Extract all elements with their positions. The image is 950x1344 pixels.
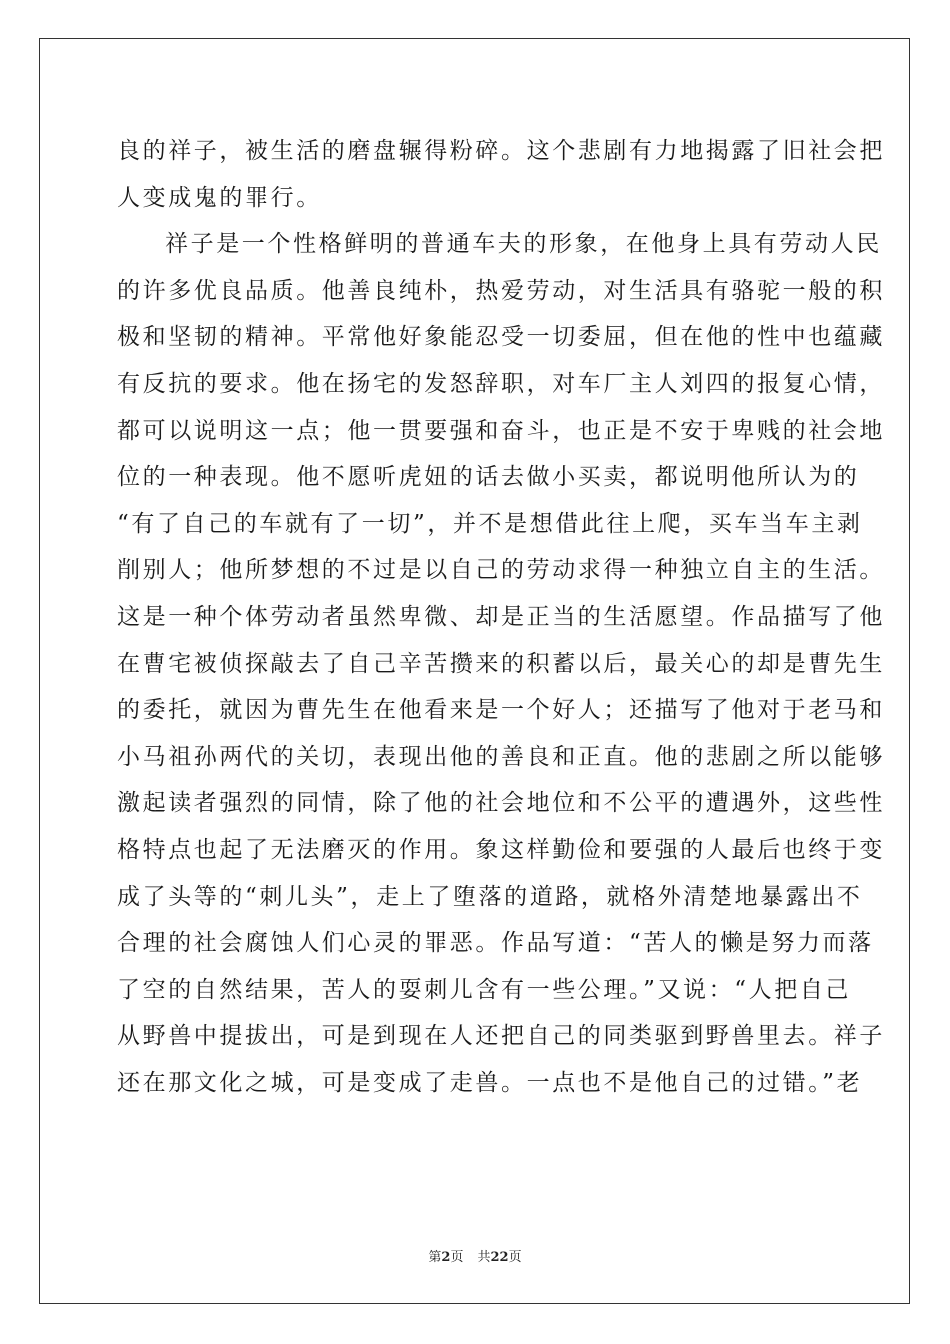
text-line: “有了自己的车就有了一切”，并不是想借此往上爬，买车当车主剥 xyxy=(117,510,863,537)
text-line: 祥子是一个性格鲜明的普通车夫的形象，在他身上具有劳动人民 xyxy=(165,231,882,258)
text-line: 良的祥子，被生活的磨盘辗得粉碎。这个悲剧有力地揭露了旧社会把 xyxy=(117,138,885,164)
page-suffix: 页 xyxy=(450,1250,464,1265)
text-line: 格特点也起了无法磨灭的作用。象这样勤俭和要强的人最后也终于变 xyxy=(117,836,885,863)
text-line: 人变成鬼的罪行。 xyxy=(117,184,322,211)
page-number: 2 xyxy=(441,1250,451,1265)
text-line: 削别人；他所梦想的不过是以自己的劳动求得一种独立自主的生活。 xyxy=(117,557,885,584)
text-line: 了空的自然结果，苦人的耍刺儿含有一些公理。”又说：“人把自己 xyxy=(117,976,852,1003)
text-line: 的委托，就因为曹先生在他看来是一个好人；还描写了他对于老马和 xyxy=(117,697,885,724)
text-line: 还在那文化之城，可是变成了走兽。一点也不是他自己的过错。”老 xyxy=(117,1069,863,1096)
page-footer xyxy=(0,1246,950,1265)
page-prefix: 第 xyxy=(428,1250,442,1265)
total-pages: 22 xyxy=(490,1250,509,1265)
text-line: 从野兽中提拔出，可是到现在人还把自己的同类驱到野兽里去。祥子 xyxy=(117,1023,885,1050)
text-line: 合理的社会腐蚀人们心灵的罪恶。作品写道：“苦人的懒是努力而落 xyxy=(117,930,874,957)
text-line: 都可以说明这一点；他一贯要强和奋斗，也正是不安于卑贱的社会地 xyxy=(117,417,885,444)
document-body xyxy=(117,128,885,1106)
text-line: 成了头等的“刺儿头”，走上了堕落的道路，就格外清楚地暴露出不 xyxy=(117,883,863,910)
text-line: 极和坚韧的精神。平常他好象能忍受一切委屈，但在他的性中也蕴藏 xyxy=(117,324,885,351)
text-line: 的许多优良品质。他善良纯朴，热爱劳动，对生活具有骆驼一般的积 xyxy=(117,277,885,304)
total-suffix: 页 xyxy=(508,1250,522,1265)
total-prefix: 共 xyxy=(477,1250,491,1265)
text-line: 这是一种个体劳动者虽然卑微、却是正当的生活愿望。作品描写了他 xyxy=(117,603,885,630)
text-line: 激起读者强烈的同情，除了他的社会地位和不公平的遭遇外，这些性 xyxy=(117,790,885,817)
text-line: 小马祖孙两代的关切，表现出他的善良和正直。他的悲剧之所以能够 xyxy=(117,743,885,770)
text-line: 有反抗的要求。他在扬宅的发怒辞职，对车厂主人刘四的报复心情， xyxy=(117,370,885,397)
text-line: 在曹宅被侦探敲去了自己辛苦攒来的积蓄以后，最关心的却是曹先生 xyxy=(117,650,885,677)
text-line: 位的一种表现。他不愿听虎妞的话去做小买卖，都说明他所认为的 xyxy=(117,464,860,491)
